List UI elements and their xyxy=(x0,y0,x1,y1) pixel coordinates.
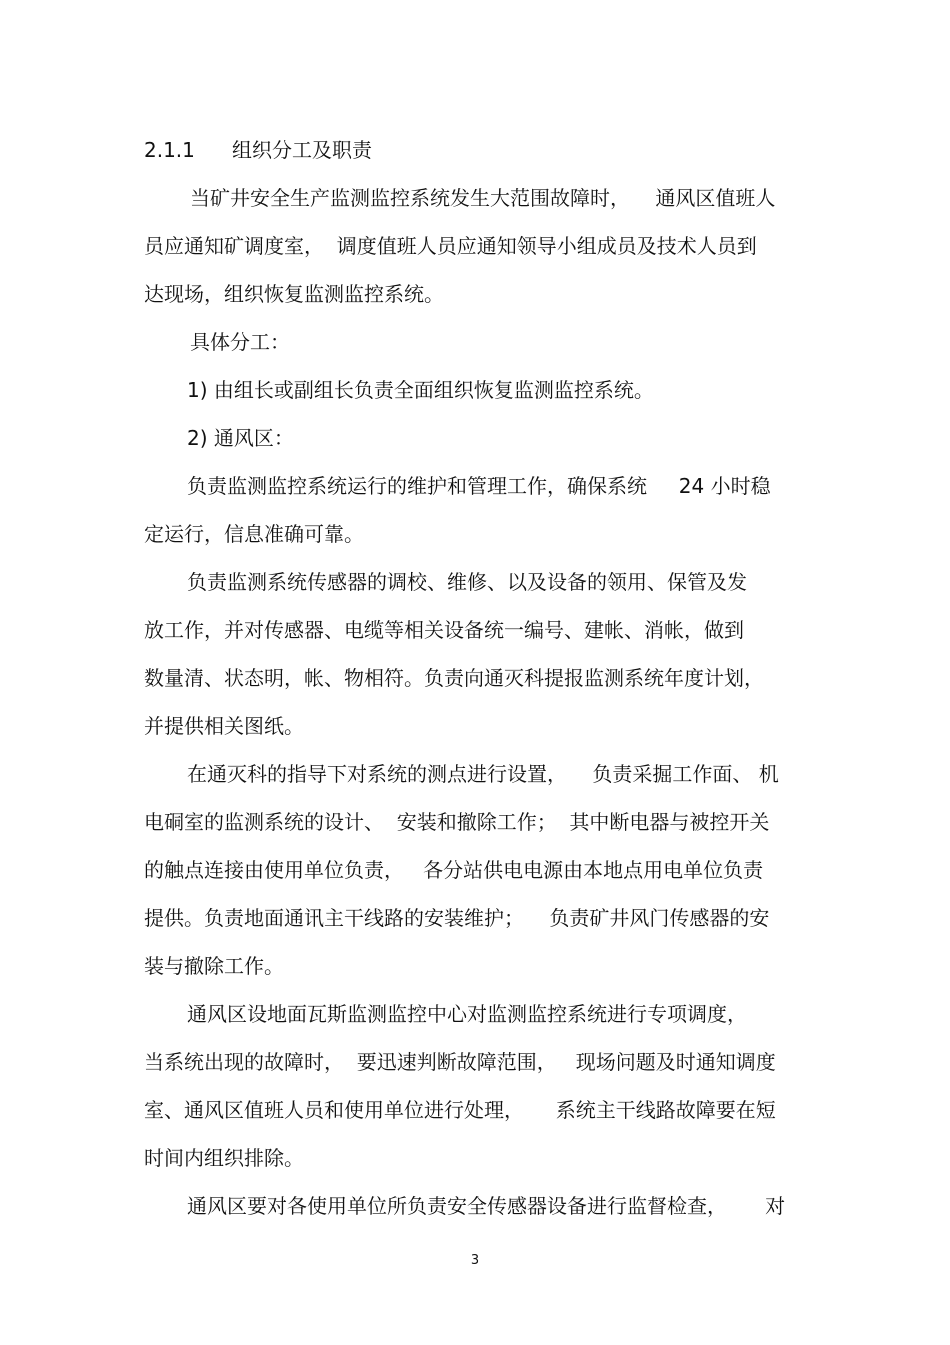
paragraph-line: 数量清、状态明，帐、物相符。负责向通灭科提报监测系统年度计划， xyxy=(144,666,764,690)
section-title: 组织分工及职责 xyxy=(232,138,372,162)
paragraph-line: 达现场，组织恢复监测监控系统。 xyxy=(144,282,444,306)
paragraph-line: 通风区要对各使用单位所负责安全传感器设备进行监督检查， 对 xyxy=(187,1194,786,1218)
paragraph-line: 负责监测监控系统运行的维护和管理工作，确保系统 24 小时稳 xyxy=(187,474,771,498)
list-item: 1) 由组长或副组长负责全面组织恢复监测监控系统。 xyxy=(187,378,654,402)
paragraph-line: 员应通知矿调度室， 调度值班人员应通知领导小组成员及技术人员到 xyxy=(144,234,757,258)
paragraph-line: 当系统出现的故障时， 要迅速判断故障范围， 现场问题及时通知调度 xyxy=(144,1050,776,1074)
paragraph-line: 负责监测系统传感器的调校、维修、以及设备的领用、保管及发 xyxy=(187,570,747,594)
paragraph-line: 放工作，并对传感器、电缆等相关设备统一编号、建帐、消帐，做到 xyxy=(144,618,744,642)
paragraph-line: 装与撤除工作。 xyxy=(144,954,284,978)
paragraph-line: 通风区设地面瓦斯监测监控中心对监测监控系统进行专项调度， xyxy=(187,1002,747,1026)
paragraph-line: 提供。负责地面通讯主干线路的安装维护； 负责矿井风门传感器的安 xyxy=(144,906,770,930)
page-number: 3 xyxy=(470,1253,480,1268)
paragraph-line: 电硐室的监测系统的设计、 安装和撤除工作； 其中断电器与被控开关 xyxy=(144,810,770,834)
paragraph-line: 的触点连接由使用单位负责， 各分站供电电源由本地点用电单位负责 xyxy=(144,858,764,882)
list-item: 2) 通风区： xyxy=(187,426,294,450)
paragraph-line: 室、通风区值班人员和使用单位进行处理， 系统主干线路故障要在短 xyxy=(144,1098,776,1122)
section-number: 2.1.1 xyxy=(144,138,195,162)
paragraph-line: 时间内组织排除。 xyxy=(144,1146,304,1170)
paragraph-line: 当矿井安全生产监测监控系统发生大范围故障时， 通风区值班人 xyxy=(190,186,776,210)
paragraph-line: 并提供相关图纸。 xyxy=(144,714,304,738)
paragraph-line: 在通灭科的指导下对系统的测点进行设置， 负责采掘工作面、 机 xyxy=(187,762,779,786)
paragraph-line: 定运行，信息准确可靠。 xyxy=(144,522,364,546)
paragraph-line: 具体分工： xyxy=(190,330,290,354)
